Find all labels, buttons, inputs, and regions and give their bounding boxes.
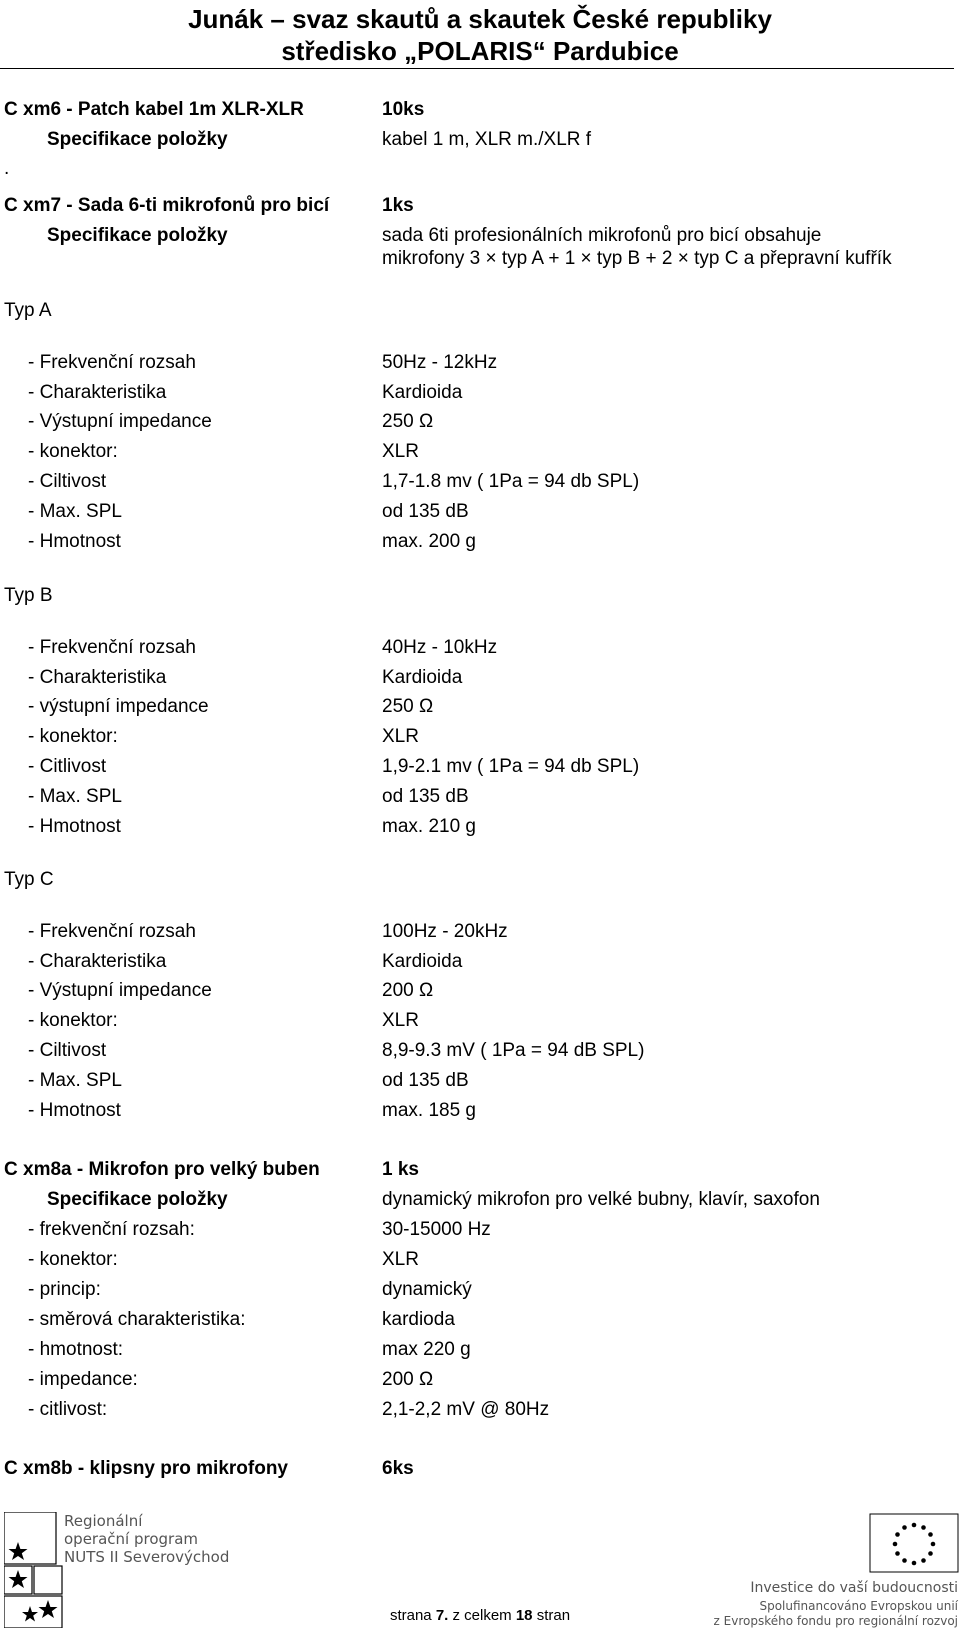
spec-label: - Max. SPL	[28, 501, 122, 522]
spec-label: - Hmotnost	[28, 1100, 121, 1121]
section-heading-typ-a: Typ A	[4, 300, 52, 321]
spec-value: 250 Ω	[382, 411, 434, 432]
header-rule	[0, 68, 954, 69]
svg-text:Regionální: Regionální	[64, 1512, 143, 1530]
spec-value: XLR	[382, 726, 419, 747]
spec-value: Kardioida	[382, 667, 463, 688]
item-xm8a-spec-value: dynamický mikrofon pro velké bubny, klavír, saxofon	[382, 1189, 820, 1210]
item-xm7-qty: 1ks	[382, 195, 414, 216]
item-xm8a-qty: 1 ks	[382, 1159, 419, 1180]
footer-middle: z celkem	[448, 1607, 516, 1624]
spec-value: Kardioida	[382, 382, 463, 403]
spec-value: 1,9-2.1 mv ( 1Pa = 94 db SPL)	[382, 756, 640, 777]
spec-label: - Frekvenční rozsah	[28, 352, 196, 373]
spec-value: 2,1-2,2 mV @ 80Hz	[382, 1399, 550, 1420]
spec-label: - Frekvenční rozsah	[28, 637, 196, 658]
item-xm6-title: C xm6 - Patch kabel 1m XLR-XLR	[4, 99, 304, 120]
spec-value: 250 Ω	[382, 696, 434, 717]
section-heading-typ-b: Typ B	[4, 585, 53, 606]
spec-value: max. 210 g	[382, 816, 476, 837]
spec-value: 200 Ω	[382, 980, 434, 1001]
spec-value: 8,9-9.3 mV ( 1Pa = 94 dB SPL)	[382, 1040, 645, 1061]
footer-page-number: 7.	[435, 1607, 449, 1624]
spec-label: - výstupní impedance	[28, 696, 209, 717]
item-xm8a-spec-label: Specifikace položky	[47, 1189, 228, 1210]
footer-suffix: stran	[532, 1607, 571, 1624]
spec-value: od 135 dB	[382, 786, 469, 807]
item-xm7-spec-label: Specifikace položky	[47, 225, 228, 246]
spec-label: - Charakteristika	[28, 667, 167, 688]
item-xm6-spec-value: kabel 1 m, XLR m./XLR f	[382, 129, 592, 150]
spec-value: 200 Ω	[382, 1369, 434, 1390]
spec-label: - hmotnost:	[28, 1339, 124, 1360]
spec-value: 40Hz - 10kHz	[382, 637, 498, 658]
section-heading-typ-c: Typ C	[4, 869, 54, 890]
spec-value: kardioda	[382, 1309, 455, 1330]
spec-value: XLR	[382, 1249, 419, 1270]
spec-value: max 220 g	[382, 1339, 471, 1360]
spec-label: - konektor:	[28, 726, 118, 747]
spec-value: od 135 dB	[382, 501, 469, 522]
spec-label: - Frekvenční rozsah	[28, 921, 196, 942]
spec-value: Kardioida	[382, 951, 463, 972]
spec-label: - frekvenční rozsah:	[28, 1219, 195, 1240]
page-header-title: Junák – svaz skautů a skautek České republiky	[188, 4, 772, 34]
svg-text:z Evropského fondu pro regioná: z Evropského fondu pro regionální rozvoj	[713, 1614, 958, 1628]
page-header-subtitle: středisko „POLARIS“ Pardubice	[281, 36, 679, 66]
spec-label: - Ciltivost	[28, 471, 107, 492]
spec-label: - konektor:	[28, 1249, 118, 1270]
spec-value: max. 185 g	[382, 1100, 476, 1121]
spec-value: 30-15000 Hz	[382, 1219, 491, 1240]
spec-label: - Výstupní impedance	[28, 980, 212, 1001]
svg-text:NUTS II Severovýchod: NUTS II Severovýchod	[64, 1548, 230, 1566]
footer-prefix: strana	[389, 1607, 436, 1624]
item-xm7-spec-line1: sada 6ti profesionálních mikrofonů pro bicí obsahuje	[382, 225, 822, 246]
spec-label: - Hmotnost	[28, 531, 121, 552]
footer-total-pages: 18	[515, 1607, 533, 1624]
spec-label: - Citlivost	[28, 756, 107, 777]
spec-label: - citlivost:	[28, 1399, 108, 1420]
stray-dot: .	[4, 158, 10, 179]
spec-label: - princip:	[28, 1279, 101, 1300]
spec-label: - impedance:	[28, 1369, 138, 1390]
spec-value: 100Hz - 20kHz	[382, 921, 508, 942]
svg-text:Spolufinancováno Evropskou uni: Spolufinancováno Evropskou unií	[759, 1599, 958, 1613]
spec-label: - Hmotnost	[28, 816, 121, 837]
item-xm8a-title: C xm8a - Mikrofon pro velký buben	[4, 1159, 320, 1180]
spec-label: - konektor:	[28, 1010, 118, 1031]
svg-text:operační program: operační program	[64, 1530, 199, 1548]
spec-label: - konektor:	[28, 441, 118, 462]
spec-value: dynamický	[382, 1279, 472, 1300]
spec-value: 50Hz - 12kHz	[382, 352, 498, 373]
svg-text:Investice do vaší budoucnosti: Investice do vaší budoucnosti	[750, 1580, 958, 1596]
spec-label: - Max. SPL	[28, 786, 122, 807]
item-xm6-qty: 10ks	[382, 99, 425, 120]
item-xm8b-title: C xm8b - klipsny pro mikrofony	[4, 1458, 288, 1479]
spec-value: XLR	[382, 1010, 419, 1031]
spec-label: - Max. SPL	[28, 1070, 122, 1091]
item-xm6-spec-label: Specifikace položky	[47, 129, 228, 150]
item-xm7-title: C xm7 - Sada 6-ti mikrofonů pro bicí	[4, 195, 330, 216]
item-xm7-spec-line2: mikrofony 3 × typ A + 1 × typ B + 2 × typ C a přepravní kufřík	[382, 248, 892, 269]
spec-value: max. 200 g	[382, 531, 476, 552]
item-xm8b-qty: 6ks	[382, 1458, 414, 1479]
spec-value: od 135 dB	[382, 1070, 469, 1091]
spec-value: XLR	[382, 441, 419, 462]
page-footer	[0, 1607, 960, 1624]
spec-label: - Výstupní impedance	[28, 411, 212, 432]
spec-label: - Charakteristika	[28, 382, 167, 403]
spec-label: - směrová charakteristika:	[28, 1309, 246, 1330]
spec-label: - Ciltivost	[28, 1040, 107, 1061]
spec-value: 1,7-1.8 mv ( 1Pa = 94 db SPL)	[382, 471, 640, 492]
spec-label: - Charakteristika	[28, 951, 167, 972]
